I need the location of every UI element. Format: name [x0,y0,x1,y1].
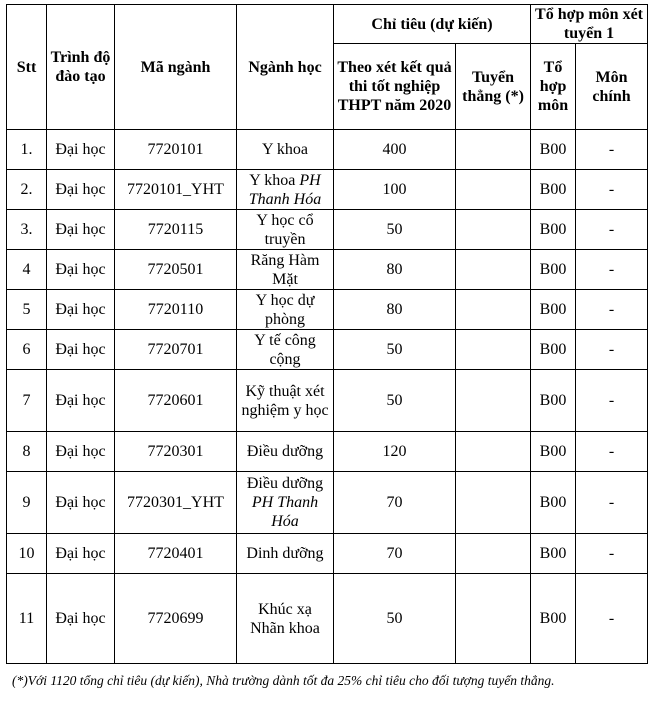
row-combination: B00 [531,534,576,574]
row-combination: B00 [531,330,576,370]
row-level: Đại học [47,534,115,574]
row-level: Đại học [47,250,115,290]
row-stt: 5 [7,290,47,330]
row-major: Răng Hàm Mặt [237,250,334,290]
admission-table [6,4,648,664]
row-major: Điều dưỡng PH Thanh Hóa [237,472,334,534]
row-major: Y khoa [237,130,334,170]
row-direct [456,370,531,432]
row-direct [456,330,531,370]
row-main-subject: - [576,170,648,210]
row-stt: 7 [7,370,47,432]
row-major: Kỹ thuật xét nghiệm y học [237,370,334,432]
row-quota: 80 [334,250,456,290]
row-stt: 6 [7,330,47,370]
row-quota: 400 [334,130,456,170]
row-main-subject: - [576,472,648,534]
row-stt: 11 [7,574,47,664]
row-combination: B00 [531,170,576,210]
row-main-subject: - [576,370,648,432]
row-code: 7720501 [115,250,237,290]
row-major: Điều dưỡng [237,432,334,472]
header-major-code: Mã ngành [115,5,237,130]
row-quota: 70 [334,534,456,574]
row-combination: B00 [531,574,576,664]
row-code: 7720110 [115,290,237,330]
row-level: Đại học [47,170,115,210]
row-quota: 120 [334,432,456,472]
row-major: Y học dự phòng [237,290,334,330]
row-major: Y khoa PH Thanh Hóa [237,170,334,210]
row-major: Dinh dưỡng [237,534,334,574]
row-direct [456,130,531,170]
row-combination: B00 [531,472,576,534]
table-row [7,250,648,290]
row-combination: B00 [531,250,576,290]
row-main-subject: - [576,574,648,664]
row-level: Đại học [47,130,115,170]
header-quota: Chỉ tiêu (dự kiến) [334,5,531,44]
row-stt: 3. [7,210,47,250]
row-stt: 2. [7,170,47,210]
row-direct [456,290,531,330]
row-direct [456,534,531,574]
row-quota: 50 [334,574,456,664]
row-quota: 100 [334,170,456,210]
header-major: Ngành học [237,5,334,130]
row-level: Đại học [47,472,115,534]
row-main-subject: - [576,290,648,330]
row-main-subject: - [576,330,648,370]
row-quota: 70 [334,472,456,534]
row-quota: 80 [334,290,456,330]
row-combination: B00 [531,290,576,330]
row-main-subject: - [576,432,648,472]
row-direct [456,250,531,290]
row-code: 7720101 [115,130,237,170]
row-stt: 8 [7,432,47,472]
row-direct [456,574,531,664]
header-training-level: Trình độ đào tạo [47,5,115,130]
row-direct [456,472,531,534]
row-level: Đại học [47,370,115,432]
row-direct [456,170,531,210]
row-direct [456,210,531,250]
row-combination: B00 [531,210,576,250]
row-major: Y tế công cộng [237,330,334,370]
row-stt: 1. [7,130,47,170]
table-row [7,170,648,210]
table-row [7,574,648,664]
table-row [7,370,648,432]
header-direct-admission: Tuyển thẳng (*) [456,44,531,130]
row-quota: 50 [334,330,456,370]
row-main-subject: - [576,210,648,250]
row-code: 7720301_YHT [115,472,237,534]
row-code: 7720701 [115,330,237,370]
row-combination: B00 [531,130,576,170]
row-code: 7720401 [115,534,237,574]
row-level: Đại học [47,574,115,664]
table-row [7,130,648,170]
row-code: 7720101_YHT [115,170,237,210]
row-code: 7720601 [115,370,237,432]
row-direct [456,432,531,472]
header-stt: Stt [7,5,47,130]
row-stt: 4 [7,250,47,290]
row-level: Đại học [47,210,115,250]
table-row [7,290,648,330]
header-main-subject: Môn chính [576,44,648,130]
row-level: Đại học [47,432,115,472]
row-stt: 10 [7,534,47,574]
header-exam-quota: Theo xét kết quả thi tốt nghiệp THPT năm 2020 [334,44,456,130]
row-code: 7720115 [115,210,237,250]
row-main-subject: - [576,250,648,290]
row-major: Khúc xạ Nhãn khoa [237,574,334,664]
row-main-subject: - [576,130,648,170]
row-quota: 50 [334,370,456,432]
row-combination: B00 [531,432,576,472]
table-row [7,432,648,472]
header-subject-combination: Tổ hợp môn xét tuyển 1 [531,5,648,44]
row-code: 7720699 [115,574,237,664]
row-level: Đại học [47,330,115,370]
table-row [7,534,648,574]
footnote: (*)Với 1120 tổng chỉ tiêu (dự kiến), Nhà trường dành tốt đa 25% chỉ tiêu cho đối tượng tuyển thẳng. [12,673,555,688]
table-row [7,330,648,370]
row-level: Đại học [47,290,115,330]
header-combination: Tổ hợp môn [531,44,576,130]
row-main-subject: - [576,534,648,574]
row-quota: 50 [334,210,456,250]
row-major: Y học cổ truyền [237,210,334,250]
table-row [7,210,648,250]
row-combination: B00 [531,370,576,432]
table-row [7,472,648,534]
row-code: 7720301 [115,432,237,472]
row-stt: 9 [7,472,47,534]
